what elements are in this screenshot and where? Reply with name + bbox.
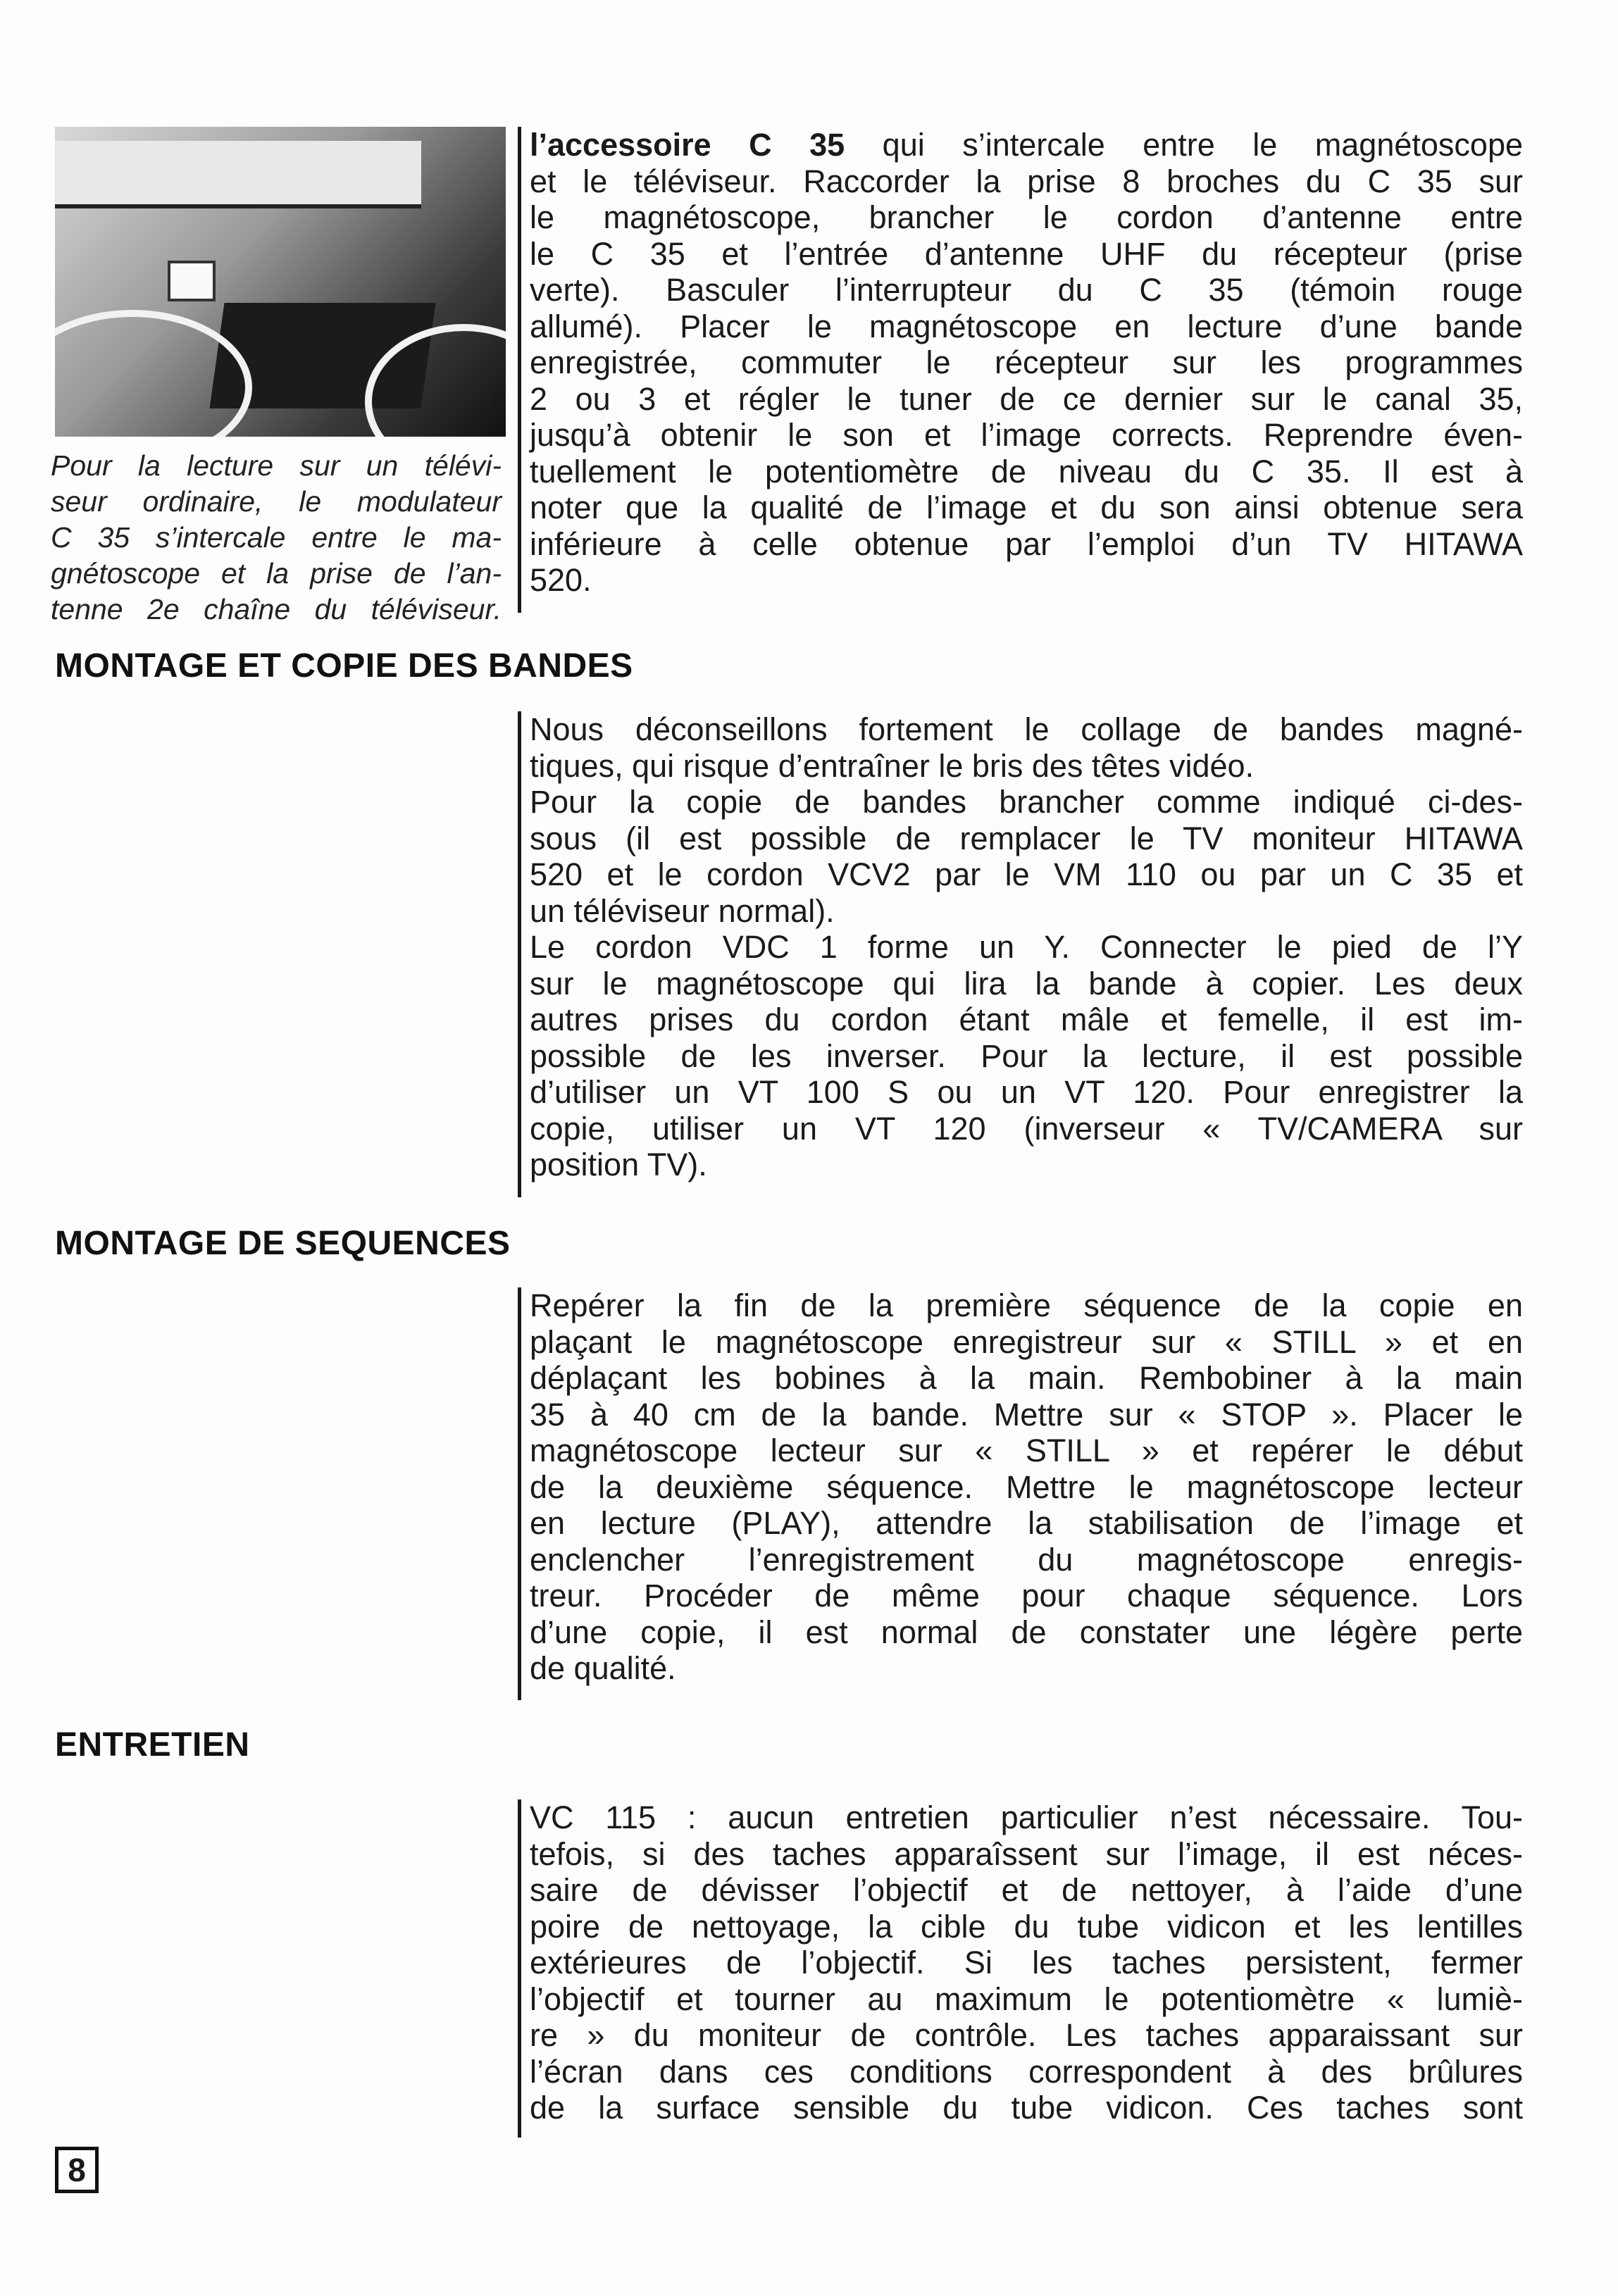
caption-line: C 35 s’intercale entre le ma- [51,521,502,554]
text-fragment: qui s’intercale entre le magnétoscope [845,127,1523,163]
text-line: re » du moniteur de contrôle. Les taches apparaissant sur [530,2017,1523,2053]
text-line: le magnétoscope, brancher le cordon d’antenne entre [530,199,1523,235]
photo-magnetoscope [55,141,421,208]
text-line: tuellement le potentiomètre de niveau du C 35. Il est à [530,453,1523,489]
text-line: 2 ou 3 et régler le tuner de ce dernier sur le canal 35, [530,380,1523,417]
text-line: Pour la copie de bandes brancher comme indiqué ci-des- [530,784,1523,820]
intro-paragraph [530,127,1523,599]
caption-line: Pour la lecture sur un télévi- [51,449,502,482]
text-line: inférieure à celle obtenue par l’emploi d’un TV HITAWA [530,525,1523,562]
section-body [530,1799,1523,2126]
page-number: 8 [55,2147,99,2193]
text-line: un téléviseur normal). [530,892,835,929]
text-line: tefois, si des taches apparaîssent sur l’image, il est néces- [530,1835,1523,1872]
text-line: autres prises du cordon étant mâle et femelle, il est im- [530,1002,1523,1037]
column-rule [518,1287,521,1700]
text-line: d’une copie, il est normal de constater une légère perte [530,1614,1523,1650]
text-line: 520. [530,562,592,598]
text-line: jusqu’à obtenir le son et l’image corrects. Reprendre éven- [530,417,1523,453]
text-line: enregistrée, commuter le récepteur sur les programmes [530,344,1523,380]
text-line: tiques, qui risque d’entraîner le bris des têtes vidéo. [530,747,1255,784]
section-heading: ENTRETIEN [55,1726,250,1764]
text-line: déplaçant les bobines à la main. Rembobiner à la main [530,1360,1523,1396]
text-line: treur. Procéder de même pour chaque séquence. Lors [530,1578,1523,1614]
section-heading: MONTAGE ET COPIE DES BANDES [55,647,633,685]
text-line: de qualité. [530,1650,676,1686]
bold-lead: l’accessoire C 35 [530,127,845,163]
text-line: sur le magnétoscope qui lira la bande à copier. Les deux [530,965,1523,1002]
text-line: copie, utiliser un VT 120 (inverseur « TV/CAMERA sur [530,1110,1523,1147]
text-line: possible de les inverser. Pour la lecture, il est possible [530,1037,1523,1074]
text-line: position TV). [530,1147,707,1183]
section-body [530,711,1523,1183]
text-line: Nous déconseillons fortement le collage de bandes magné- [530,711,1523,747]
column-rule [518,127,521,613]
column-rule [518,711,521,1197]
text-line: extérieures de l’objectif. Si les taches persistent, fermer [530,1945,1523,1980]
text-line: et le téléviseur. Raccorder la prise 8 broches du C 35 sur [530,163,1523,199]
section-heading: MONTAGE DE SEQUENCES [55,1225,511,1262]
photo-socket [168,261,216,301]
text-line: de la deuxième séquence. Mettre le magnétoscope lecteur [530,1468,1523,1505]
text-line: 35 à 40 cm de la bande. Mettre sur « STOP ». Placer le [530,1396,1523,1433]
text-line: l’objectif et tourner au maximum le potentiomètre « lumiè- [530,1980,1523,2017]
text-line: plaçant le magnétoscope enregistreur sur « STILL » et en [530,1323,1523,1360]
text-line: Le cordon VDC 1 forme un Y. Connecter le pied de l’Y [530,929,1523,965]
caption-line: tenne 2e chaîne du téléviseur. [51,593,502,625]
text-line: enclencher l’enregistrement du magnétoscope enregis- [530,1541,1523,1578]
caption-line: seur ordinaire, le modulateur [51,485,502,518]
text-line: d’utiliser un VT 100 S ou un VT 120. Pour enregistrer la [530,1074,1523,1110]
text-line: 520 et le cordon VCV2 par le VM 110 ou par un C 35 et [530,856,1523,892]
text-line: VC 115 : aucun entretien particulier n’est nécessaire. Tou- [530,1799,1523,1835]
text-line: Repérer la fin de la première séquence de la copie en [530,1287,1523,1323]
text-line: verte). Basculer l’interrupteur du C 35 (témoin rouge [530,272,1523,308]
figure-photo [55,127,506,437]
figure-caption [51,448,502,628]
column-rule [518,1799,521,2138]
text-line [530,127,1523,163]
text-line: le C 35 et l’entrée d’antenne UHF du récepteur (prise [530,235,1523,272]
text-line: sous (il est possible de remplacer le TV moniteur HITAWA [530,820,1523,856]
text-line: saire de dévisser l’objectif et de nettoyer, à l’aide d’une [530,1872,1523,1908]
text-line: de la surface sensible du tube vidicon. Ces taches sont [530,2090,1523,2126]
text-line: poire de nettoyage, la cible du tube vidicon et les lentilles [530,1908,1523,1945]
text-line: en lecture (PLAY), attendre la stabilisation de l’image et [530,1505,1523,1541]
text-line: magnétoscope lecteur sur « STILL » et repérer le début [530,1433,1523,1468]
text-line: allumé). Placer le magnétoscope en lecture d’une bande [530,308,1523,344]
text-line: noter que la qualité de l’image et du son ainsi obtenue sera [530,489,1523,525]
section-body [530,1287,1523,1687]
text-line: l’écran dans ces conditions correspondent à des brûlures [530,2053,1523,2090]
caption-line: gnétoscope et la prise de l’an- [51,557,502,589]
